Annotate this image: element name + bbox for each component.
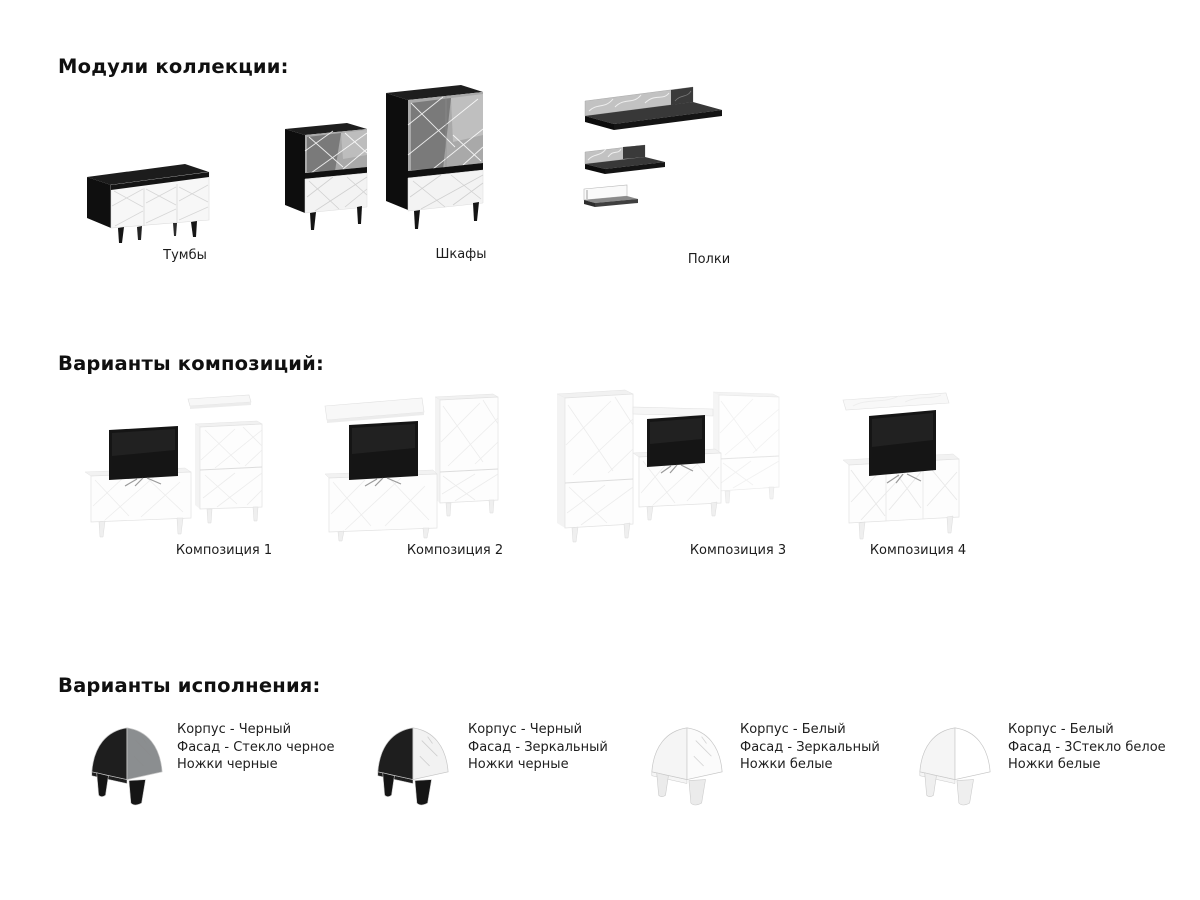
swatch-facade — [413, 728, 448, 780]
shelves-image — [575, 85, 740, 210]
module-label-shkafy: Шкафы — [435, 247, 487, 262]
swatch-leg-left — [657, 773, 669, 797]
modules-heading: Модули коллекции: — [58, 55, 289, 78]
composition-4-image — [843, 390, 963, 542]
finish-swatch-2-drawing — [371, 723, 453, 805]
finish-swatch-4 — [913, 723, 995, 805]
module-label-polki: Полки — [687, 252, 731, 267]
swatch-leg-left — [925, 773, 937, 797]
tv-stand-image — [85, 160, 211, 246]
composition-4-drawing — [843, 390, 963, 542]
finish-facade-label: Фасад - Зеркальный — [740, 739, 880, 755]
finish-swatch-4-drawing — [913, 723, 995, 805]
swatch-body — [652, 728, 687, 780]
tv-stand-drawing — [85, 160, 211, 246]
finish-spec-1 — [177, 721, 335, 774]
finish-swatch-2 — [371, 723, 453, 805]
swatch-leg-front — [689, 780, 706, 805]
shelves-drawing — [575, 85, 740, 210]
cabinets-image — [283, 85, 495, 243]
finish-body-label: Корпус - Черный — [177, 722, 292, 737]
finish-legs-label: Ножки белые — [740, 757, 833, 772]
composition-1-image — [85, 390, 265, 540]
swatch-facade — [687, 728, 722, 780]
finish-body-label: Корпус - Белый — [1008, 722, 1114, 737]
composition-2-label: Композиция 2 — [406, 543, 504, 558]
finish-swatch-1-drawing — [85, 723, 167, 805]
swatch-body — [920, 728, 955, 780]
finish-swatch-3 — [645, 723, 727, 805]
swatch-body — [378, 728, 413, 780]
composition-3-label: Композиция 3 — [689, 543, 787, 558]
finish-spec-2 — [468, 721, 608, 774]
finish-facade-label: Фасад - Зеркальный — [468, 739, 608, 755]
finish-spec-4 — [1008, 721, 1166, 774]
swatch-leg-left — [383, 773, 395, 797]
finish-facade-label: Фасад - Стекло черное — [177, 739, 335, 755]
finish-legs-label: Ножки черные — [177, 757, 278, 772]
finish-spec-3 — [740, 721, 880, 774]
composition-2-image — [325, 390, 500, 542]
cabinets-drawing — [283, 85, 495, 243]
finish-legs-label: Ножки белые — [1008, 757, 1101, 772]
composition-2-drawing — [325, 390, 500, 542]
composition-3-image — [553, 385, 785, 547]
swatch-facade — [955, 728, 990, 780]
swatch-leg-left — [97, 773, 109, 797]
finish-body-label: Корпус - Черный — [468, 722, 583, 737]
swatch-leg-front — [957, 780, 974, 805]
composition-4-label: Композиция 4 — [869, 543, 967, 558]
swatch-leg-front — [129, 780, 146, 805]
module-label-tumby: Тумбы — [163, 248, 207, 263]
finish-legs-label: Ножки черные — [468, 757, 569, 772]
finishes-heading: Варианты исполнения: — [58, 674, 321, 697]
finish-facade-label: Фасад - 3Стекло белое — [1008, 739, 1166, 755]
composition-1-drawing — [85, 390, 265, 540]
swatch-facade — [127, 728, 162, 780]
composition-1-label: Композиция 1 — [175, 543, 273, 558]
composition-3-drawing — [553, 385, 785, 547]
finish-body-label: Корпус - Белый — [740, 722, 846, 737]
finish-swatch-1 — [85, 723, 167, 805]
finish-swatch-3-drawing — [645, 723, 727, 805]
swatch-body — [92, 728, 127, 780]
compositions-heading: Варианты композиций: — [58, 352, 325, 375]
swatch-leg-front — [415, 780, 432, 805]
